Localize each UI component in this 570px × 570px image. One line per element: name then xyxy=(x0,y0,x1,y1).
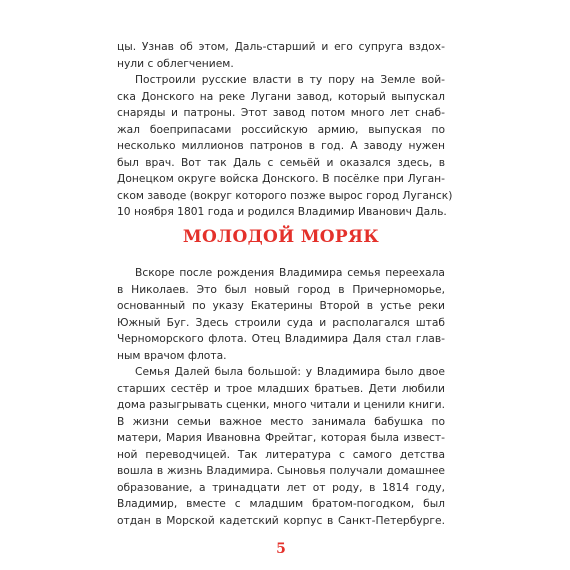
text-line: матери, Мария Ивановна Фрейтаг, которая была извест- xyxy=(117,431,445,444)
text-line: жал боеприпасами российскую армию, выпуская по xyxy=(117,122,445,136)
text-line: Владимир, вместе с младшим братом-погодком, был xyxy=(117,497,445,510)
text-line: ным врачом флота. xyxy=(117,348,227,362)
text-line: основанный по указу Екатерины Второй в устье реки xyxy=(117,299,445,312)
paragraph-continuation xyxy=(117,39,445,72)
text-line: В жизни семьи важное место занимала бабушка по xyxy=(117,414,445,428)
text-line: отдан в Морской кадетский корпус в Санкт-Петербурге. xyxy=(117,513,445,527)
text-line: Южный Буг. Здесь строили суда и располагался штаб xyxy=(117,315,445,329)
text-line: Донецком округе войска Донского. В посёлке при Луган- xyxy=(117,172,445,185)
text-line: старших сестёр и трое младших братьев. Дети любили xyxy=(117,381,445,395)
text-line: вошла в жизнь Владимира. Сыновья получали домашнее xyxy=(117,464,445,477)
text-line: Построили русские власти в ту пору на Земле вой- xyxy=(135,73,445,86)
text-line: 10 ноября 1801 года и родился Владимир Иванович Даль. xyxy=(117,205,447,218)
text-line: снаряды и патроны. Этот завод потом много лет снаб- xyxy=(117,106,445,119)
text-line: ском заводе (вокруг которого позже вырос город Луганск) xyxy=(117,188,453,202)
text-line: Вскоре после рождения Владимира семья переехала xyxy=(135,266,445,279)
text-line: Черноморского флота. Отец Владимира Даля стал глав- xyxy=(117,332,445,345)
text-line: в Николаев. Это был новый город в Причерноморье, xyxy=(117,282,445,296)
text-line: ной переводчицей. Так литература с самого детства xyxy=(117,447,445,461)
paragraph-nikolaev xyxy=(117,265,445,364)
text-line: дома разыгрывать сценки, много читали и ценили книги. xyxy=(117,398,445,411)
paragraph-lugansk-factory xyxy=(117,72,453,221)
paragraph-family xyxy=(117,364,445,529)
text-line: несколько миллионов патронов в год. А заводу нужен xyxy=(117,139,445,152)
text-line: цы. Узнав об этом, Даль-старший и его супруга вздох- xyxy=(117,40,445,53)
text-line: Семья Далей была большой: у Владимира было двое xyxy=(135,365,445,378)
page-number: 5 xyxy=(276,541,286,557)
text-line: образование, а тринадцати лет от роду, в 1814 году, xyxy=(117,480,445,494)
chapter-heading: МОЛОДОЙ МОРЯК xyxy=(182,227,380,247)
text-line: ска Донского на реке Лугани завод, который выпускал xyxy=(117,89,445,103)
text-line: был врач. Вот так Даль с семьёй и оказался здесь, в xyxy=(117,155,445,169)
text-line: нули с облегчением. xyxy=(117,56,234,70)
